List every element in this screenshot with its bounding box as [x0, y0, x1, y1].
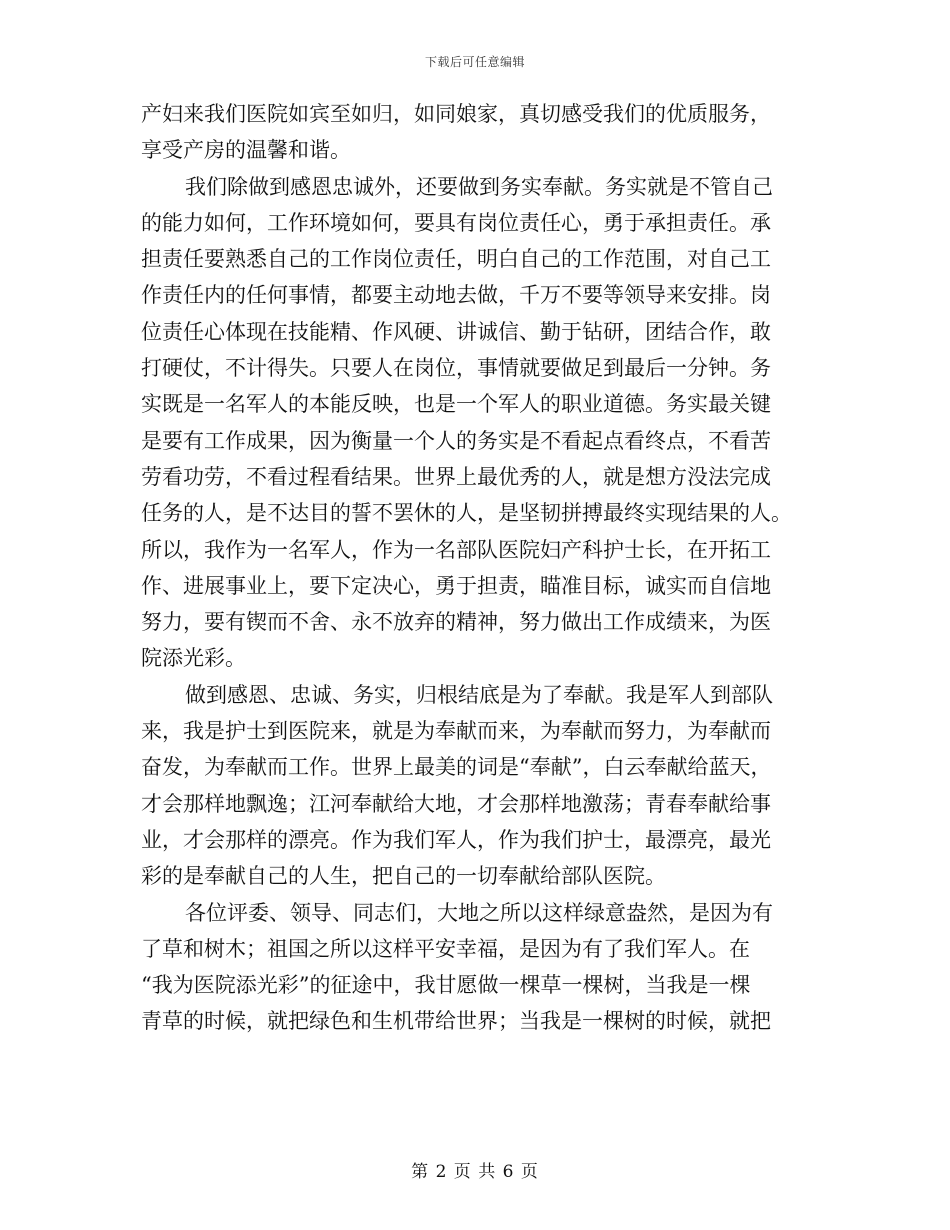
text-line: 来，我是护士到医院来，就是为奉献而来，为奉献而努力，为奉献而 [141, 719, 771, 744]
text-line: 实既是一名军人的本能反映，也是一个军人的职业道德。务实最关键 [141, 392, 771, 417]
text-line: 我们除做到感恩忠诚外，还要做到务实奉献。务实就是不管自己 [185, 174, 773, 199]
text-line: 位责任心体现在技能精、作风硬、讲诚信、勤于钻研，团结合作，敢 [141, 319, 771, 344]
text-line: 产妇来我们医院如宾至如归，如同娘家，真切感受我们的优质服务， [141, 102, 771, 126]
text-line: 努力，要有锲而不舍、永不放弃的精神，努力做出工作成绩来，为医 [141, 610, 771, 635]
text-line: 享受产房的温馨和谐。 [141, 138, 351, 163]
text-line: 担责任要熟悉自己的工作岗位责任，明白自己的工作范围，对自己工 [141, 247, 771, 272]
text-line: 所以，我作为一名军人，作为一名部队医院妇产科护士长，在开拓工 [141, 537, 771, 562]
text-line: 做到感恩、忠诚、务实，归根结底是为了奉献。我是军人到部队 [185, 682, 773, 707]
page-header: 下载后可任意编辑 [424, 55, 525, 69]
page-footer: 第 2 页 共 6 页 [411, 1162, 539, 1182]
text-line: 是要有工作成果，因为衡量一个人的务实是不看起点看终点，不看苦 [141, 428, 771, 453]
text-line: 业，才会那样的漂亮。作为我们军人，作为我们护士，最漂亮，最光 [141, 827, 771, 852]
text-line: 作、进展事业上，要下定决心，勇于担责，瞄准目标，诚实而自信地 [141, 573, 771, 598]
text-line: 劳看功劳，不看过程看结果。世界上最优秀的人，就是想方没法完成 [141, 464, 771, 489]
text-line: “我为医院添光彩”的征途中，我甘愿做一棵草一棵树，当我是一棵 [141, 973, 751, 998]
text-line: 的能力如何，工作环境如何，要具有岗位责任心，勇于承担责任。承 [141, 210, 771, 235]
text-line: 各位评委、领导、同志们，大地之所以这样绿意盎然，是因为有 [185, 900, 773, 925]
text-line: 青草的时候，就把绿色和生机带给世界；当我是一棵树的时候，就把 [141, 1009, 771, 1034]
text-line: 打硬仗，不计得失。只要人在岗位，事情就要做足到最后一分钟。务 [141, 356, 771, 381]
text-line: 任务的人，是不达目的誓不罢休的人，是坚韧拼搏最终实现结果的人。 [141, 501, 792, 526]
text-line: 才会那样地飘逸；江河奉献给大地，才会那样地激荡；青春奉献给事 [141, 791, 771, 816]
text-line: 了草和树木；祖国之所以这样平安幸福，是因为有了我们军人。在 [141, 936, 750, 961]
text-line: 作责任内的任何事情，都要主动地去做，千万不要等领导来安排。岗 [141, 283, 771, 308]
text-line: 奋发，为奉献而工作。世界上最美的词是“奉献”，白云奉献给蓝天， [141, 755, 772, 780]
text-line: 彩的是奉献自己的人生，把自己的一切奉献给部队医院。 [141, 864, 666, 889]
text-line: 院添光彩。 [141, 646, 246, 671]
body-text [141, 104, 811, 1048]
